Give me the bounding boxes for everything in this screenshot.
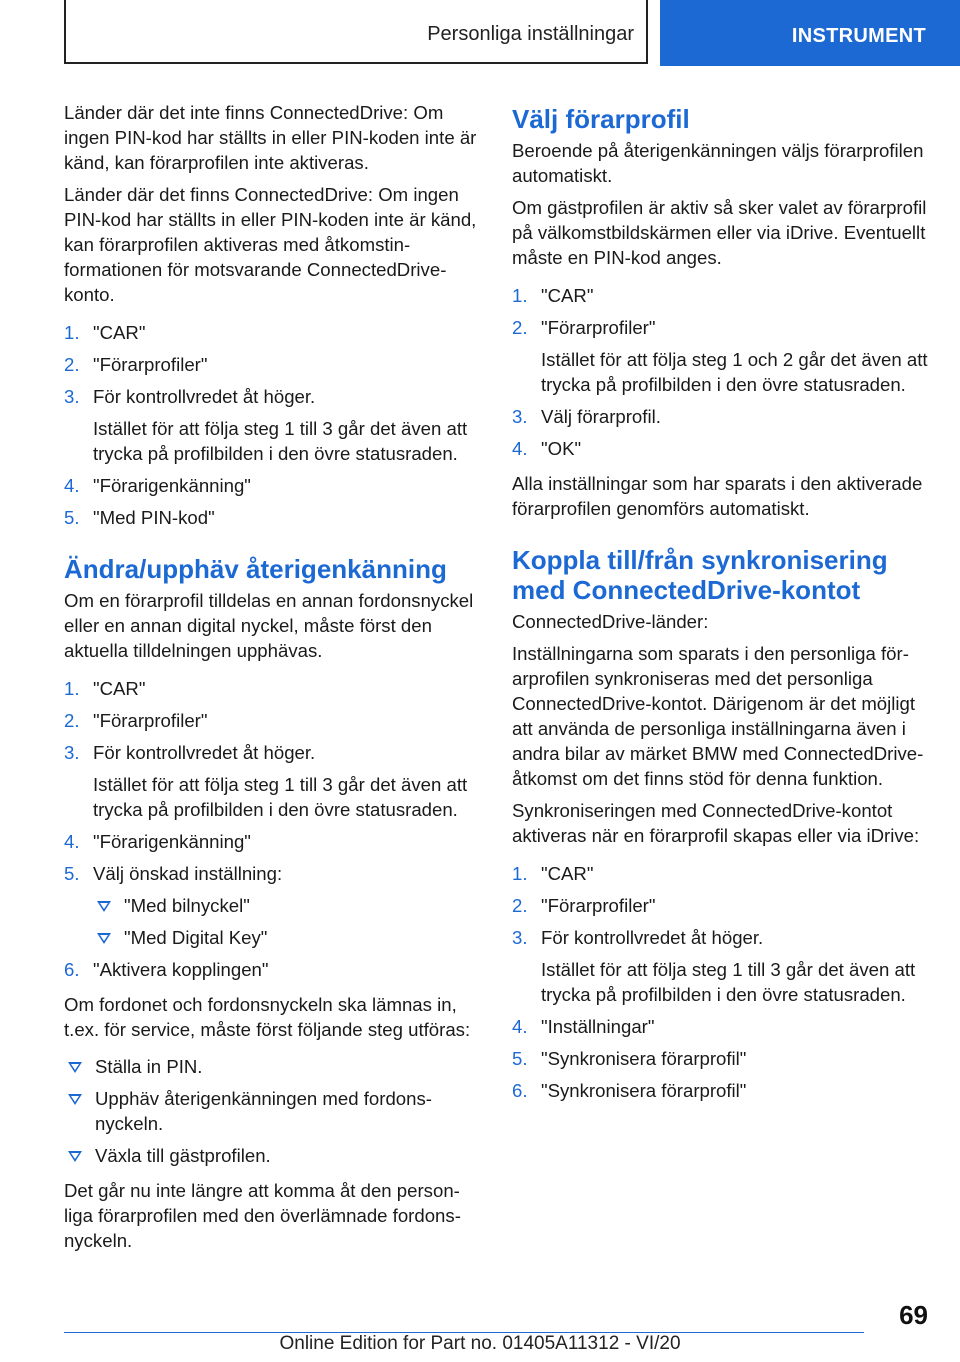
triangle-bullet-icon <box>68 1151 82 1162</box>
list-item <box>64 708 480 733</box>
list-item <box>512 436 928 461</box>
option-item <box>93 925 480 950</box>
section-title: Personliga inställningar <box>64 0 648 64</box>
chapter-tab[interactable]: INSTRUMENT <box>660 0 960 66</box>
triangle-bullet-icon <box>97 933 111 944</box>
step-text: "CAR" <box>541 285 594 306</box>
step-text: För kontrollvredet åt höger. <box>541 927 764 948</box>
list-item <box>512 1078 928 1103</box>
list-item <box>512 1046 928 1071</box>
paragraph: Om fordonet och fordonsnyckeln ska lämnas in, t.ex. för service, måste först följande steg utföras: <box>64 994 471 1040</box>
steps-list <box>512 283 928 461</box>
step-number: 2. <box>512 317 528 338</box>
bullet-text: Ställa in PIN. <box>95 1056 203 1077</box>
step-text: Välj önskad inställning: <box>93 863 283 884</box>
step-text: "Förarprofiler" <box>541 895 656 916</box>
step-note: Istället för att följa steg 1 till 3 går det även att trycka på profilbilden i den övre statusraden. <box>93 418 468 464</box>
list-item <box>512 861 928 886</box>
paragraph: Inställningarna som sparats i den personliga förarprofilen synkroniseras med det personliga ConnectedDrive-kontot. Därigenom är det möjligt att använda de personliga inställningarna även i andra bilar av märket BMW med ConnectedDrive-åtkomst om det finns stöd för denna funktion. <box>512 643 924 789</box>
paragraph: Länder där det inte finns ConnectedDrive: Om ingen PIN-kod har ställts in eller PIN-koden inte är känd, kan förarprofilen inte aktiveras. <box>64 102 477 173</box>
option-text: "Med Digital Key" <box>124 927 268 948</box>
page-header <box>0 0 960 66</box>
step-text: "CAR" <box>93 322 146 343</box>
steps-list <box>512 861 928 1103</box>
step-number: 2. <box>64 354 80 375</box>
left-column <box>64 100 480 1260</box>
step-number: 5. <box>64 507 80 528</box>
section-heading: Välj förarprofil <box>512 104 690 134</box>
step-text: "Förarprofiler" <box>93 354 208 375</box>
list-item <box>64 861 480 950</box>
step-text: "Förarprofiler" <box>541 317 656 338</box>
paragraph: Alla inställningar som har sparats i den aktiverade förarprofilen genomförs automatiskt. <box>512 473 923 519</box>
list-item <box>64 352 480 377</box>
list-item <box>512 283 928 308</box>
step-number: 5. <box>64 863 80 884</box>
triangle-bullet-icon <box>97 901 111 912</box>
step-number: 4. <box>512 1016 528 1037</box>
step-text: "Synkronisera förarprofil" <box>541 1080 747 1101</box>
option-text: "Med bilnyckel" <box>124 895 250 916</box>
step-text: För kontrollvredet åt höger. <box>93 742 316 763</box>
step-text: "Aktivera kopplingen" <box>93 959 269 980</box>
step-text: "Förarigenkänning" <box>93 831 251 852</box>
list-item <box>512 315 928 397</box>
list-item <box>512 925 928 1007</box>
step-number: 6. <box>64 959 80 980</box>
step-number: 3. <box>512 406 528 427</box>
steps-list <box>64 320 480 530</box>
section-heading: Ändra/upphäv återigenkänning <box>64 554 447 584</box>
step-number: 6. <box>512 1080 528 1101</box>
list-item <box>512 1014 928 1039</box>
bullet-item <box>64 1054 480 1079</box>
bullet-text: Upphäv återigenkänningen med fordonsnyckeln. <box>95 1088 432 1134</box>
list-item <box>64 384 480 466</box>
step-number: 4. <box>64 831 80 852</box>
step-number: 3. <box>512 927 528 948</box>
list-item <box>64 676 480 701</box>
list-item <box>64 740 480 822</box>
step-note: Istället för att följa steg 1 och 2 går det även att trycka på profilbilden i den övre statusraden. <box>541 349 928 395</box>
option-item <box>93 893 480 918</box>
steps-list <box>64 676 480 982</box>
paragraph: Om en förarprofil tilldelas en annan fordonsnyckel eller en annan digital nyckel, måste först den aktuella tilldelningen upphävas. <box>64 590 474 661</box>
right-column <box>512 100 928 1113</box>
paragraph: Om gästprofilen är aktiv så sker valet av förarprofil på välkomstbildskärmen eller via iDrive. Eventuellt måste en PIN-kod anges. <box>512 197 927 268</box>
list-item <box>512 404 928 429</box>
paragraph: Beroende på återigenkänningen väljs förarprofilen automatiskt. <box>512 140 924 186</box>
step-note: Istället för att följa steg 1 till 3 går det även att trycka på profilbilden i den övre statusraden. <box>93 774 468 820</box>
step-text: "Förarigenkänning" <box>93 475 251 496</box>
step-text: "Förarprofiler" <box>93 710 208 731</box>
section-heading: Koppla till/från synkronisering med ConnectedDrive-kontot <box>512 545 888 605</box>
step-text: Välj förarprofil. <box>541 406 661 427</box>
step-number: 4. <box>512 438 528 459</box>
paragraph: Det går nu inte längre att komma åt den personliga förarprofilen med den överlämnade fordonsnyckeln. <box>64 1180 461 1251</box>
step-number: 3. <box>64 386 80 407</box>
step-number: 5. <box>512 1048 528 1069</box>
step-text: "OK" <box>541 438 582 459</box>
edition-footer: Online Edition for Part no. 01405A11312 - VI/20 <box>279 1333 681 1354</box>
step-number: 1. <box>512 285 528 306</box>
list-item <box>64 957 480 982</box>
option-list <box>93 893 480 950</box>
page-number: 69 <box>899 1300 928 1330</box>
bullet-list <box>64 1054 480 1168</box>
step-number: 3. <box>64 742 80 763</box>
triangle-bullet-icon <box>68 1062 82 1073</box>
step-number: 1. <box>64 322 80 343</box>
paragraph: Länder där det finns ConnectedDrive: Om ingen PIN-kod har ställts in eller PIN-koden inte är känd, kan förarprofilen aktiveras med åtkomstinformationen för motsvarande ConnectedDrive-konto. <box>64 184 477 305</box>
bullet-item <box>64 1143 480 1168</box>
step-number: 4. <box>64 475 80 496</box>
step-text: För kontrollvredet åt höger. <box>93 386 316 407</box>
step-number: 1. <box>512 863 528 884</box>
step-text: "Med PIN-kod" <box>93 507 215 528</box>
step-text: "Synkronisera förarprofil" <box>541 1048 747 1069</box>
bullet-item <box>64 1086 480 1136</box>
paragraph: ConnectedDrive-länder: <box>512 611 709 632</box>
list-item <box>64 829 480 854</box>
step-note: Istället för att följa steg 1 till 3 går det även att trycka på profilbilden i den övre statusraden. <box>541 959 916 1005</box>
bullet-text: Växla till gästprofilen. <box>95 1145 271 1166</box>
step-text: "Inställningar" <box>541 1016 655 1037</box>
list-item <box>64 505 480 530</box>
list-item <box>64 473 480 498</box>
step-number: 2. <box>64 710 80 731</box>
triangle-bullet-icon <box>68 1094 82 1105</box>
list-item <box>64 320 480 345</box>
paragraph: Synkroniseringen med ConnectedDrive-kontot aktiveras när en förarprofil skapas eller via iDrive: <box>512 800 920 846</box>
list-item <box>512 893 928 918</box>
step-number: 1. <box>64 678 80 699</box>
step-number: 2. <box>512 895 528 916</box>
step-text: "CAR" <box>93 678 146 699</box>
step-text: "CAR" <box>541 863 594 884</box>
